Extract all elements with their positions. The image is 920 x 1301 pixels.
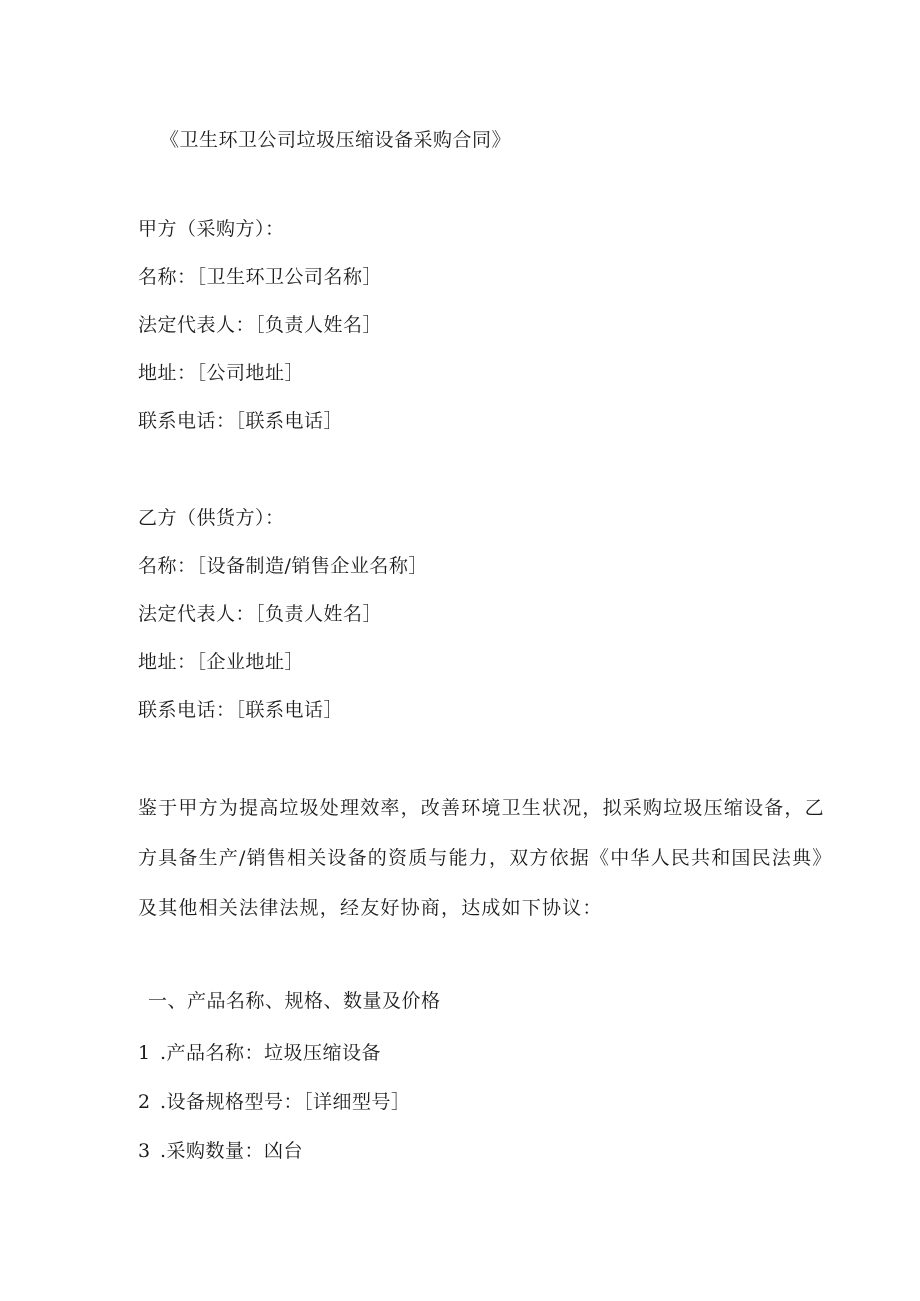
item-text: .设备规格型号：［详细型号］ [160,1091,411,1113]
preamble-line: 鉴于甲方为提高垃圾处理效率，改善环境卫生状况，拟采购垃圾压缩设备，乙 [138,797,825,819]
item-number: 3 [138,1140,151,1162]
item-text: .产品名称：垃圾压缩设备 [160,1042,382,1064]
party-a-phone: 联系电话：［联系电话］ [138,410,344,432]
list-item [138,1139,303,1163]
party-b-representative: 法定代表人：［负责人姓名］ [138,603,383,625]
party-b-heading: 乙方（供货方）： [138,507,285,529]
list-item [138,1090,411,1114]
list-item [138,1041,381,1065]
party-a-representative: 法定代表人：［负责人姓名］ [138,314,383,336]
item-number: 2 [138,1091,151,1113]
party-b-phone: 联系电话：［联系电话］ [138,699,344,721]
document-title: 《卫生环卫公司垃圾压缩设备采购合同》 [160,129,512,151]
item-number: 1 [138,1042,151,1064]
party-a-address: 地址：［公司地址］ [138,362,305,384]
section-heading: 一、产品名称、规格、数量及价格 [148,990,441,1012]
party-a-name: 名称：［卫生环卫公司名称］ [138,266,383,288]
item-text: .采购数量：凶台 [160,1140,304,1162]
party-b-name: 名称：［设备制造/销售企业名称］ [138,555,428,577]
preamble-line: 方具备生产/销售相关设备的资质与能力，双方依据《中华人民共和国民法典》 [138,847,833,869]
preamble-line: 及其他相关法律法规，经友好协商，达成如下协议： [138,897,603,919]
party-a-heading: 甲方（采购方）： [138,218,285,240]
party-b-address: 地址：［企业地址］ [138,651,305,673]
